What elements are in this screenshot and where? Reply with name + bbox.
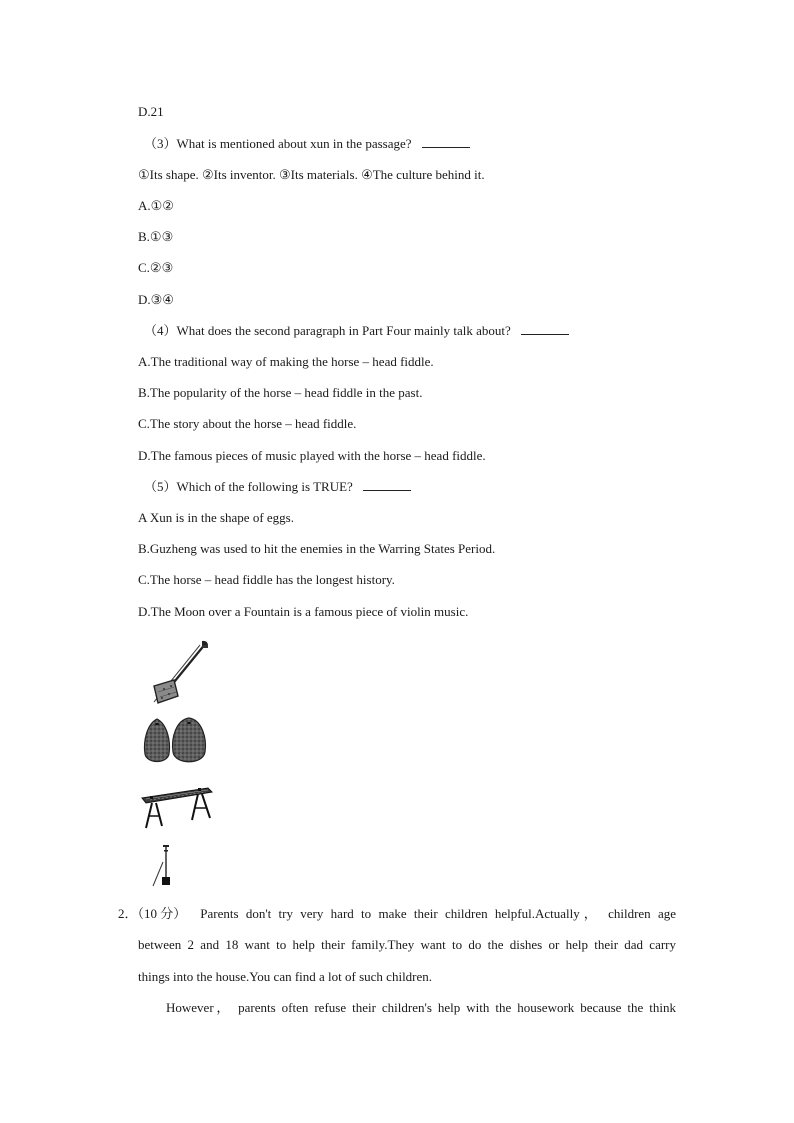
answer-blank-5	[363, 479, 411, 491]
xun-image	[142, 716, 212, 766]
question-5-option-a: A Xun is in the shape of eggs.	[138, 510, 294, 525]
question-3-option-d: D.③④	[138, 292, 174, 307]
question-4-text: （4）What does the second paragraph in Part Four mainly talk about?	[144, 323, 511, 338]
horse-head-fiddle-image	[140, 640, 210, 706]
question-4-option-a: A.The traditional way of making the horse – head fiddle.	[138, 354, 434, 369]
question-4-option-d: D.The famous pieces of music played with the horse – head fiddle.	[138, 448, 486, 463]
question-3-option-b: B.①③	[138, 229, 174, 244]
passage-2-text-1: Parents don't try very hard to make their children helpful.Actually， children age	[200, 906, 676, 921]
previous-option-d: D.21	[138, 104, 164, 119]
question-4-option-b: B.The popularity of the horse – head fiddle in the past.	[138, 385, 423, 400]
question-3-stem	[144, 136, 470, 152]
question-5-text: （5）Which of the following is TRUE?	[144, 479, 353, 494]
passage-2-line-1	[118, 906, 676, 922]
answer-blank-3	[422, 136, 470, 148]
question-2-number: 2．（10 分）	[118, 906, 187, 921]
question-5-option-d: D.The Moon over a Fountain is a famous piece of violin music.	[138, 604, 469, 619]
passage-2-line-3: things into the house.You can find a lot of such children.	[138, 969, 433, 984]
question-3-items: ①Its shape. ②Its inventor. ③Its materials. ④The culture behind it.	[138, 167, 485, 182]
question-3-option-c: C.②③	[138, 260, 174, 275]
erhu-image	[150, 844, 180, 888]
question-3-text: （3）What is mentioned about xun in the passage?	[144, 136, 412, 151]
question-3-option-a: A.①②	[138, 198, 174, 213]
question-5-option-c: C.The horse – head fiddle has the longest history.	[138, 572, 395, 587]
question-4-option-c: C.The story about the horse – head fiddle.	[138, 416, 357, 431]
passage-2-line-2: between 2 and 18 want to help their family.They want to do the dishes or help their dad carry	[138, 937, 676, 952]
guzheng-image	[140, 784, 214, 830]
answer-blank-4	[521, 323, 569, 335]
passage-2-line-4: However， parents often refuse their children's help with the housework because the think	[166, 1000, 676, 1015]
question-5-stem	[144, 479, 411, 495]
question-4-stem	[144, 323, 569, 339]
question-5-option-b: B.Guzheng was used to hit the enemies in the Warring States Period.	[138, 541, 496, 556]
